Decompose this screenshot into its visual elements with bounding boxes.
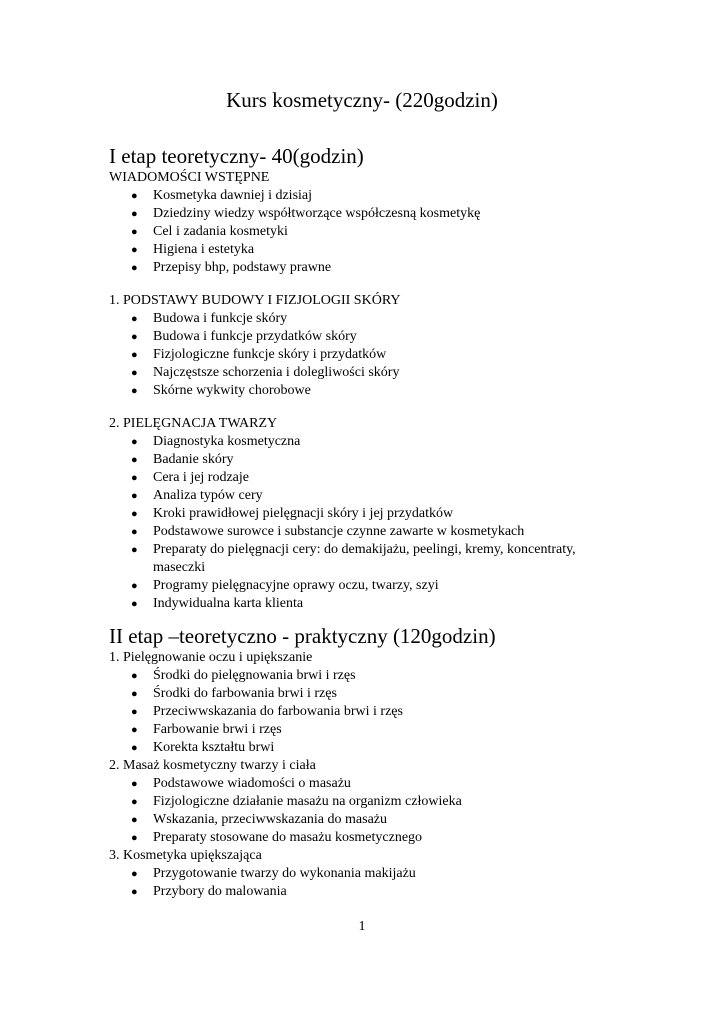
bullet-icon: ●	[131, 436, 138, 448]
list-item: ● Korekta kształtu brwi	[131, 740, 275, 755]
bullet-icon: ●	[131, 580, 138, 592]
section-title: 1. PODSTAWY BUDOWY I FIZJOLOGII SKÓRY	[109, 293, 401, 308]
list-item: ● Budowa i funkcje skóry	[131, 311, 288, 326]
list-item: ● Przepisy bhp, podstawy prawne	[131, 260, 332, 275]
bullet-icon: ●	[131, 508, 138, 520]
section-intro	[109, 169, 629, 277]
bullet-icon: ●	[131, 868, 138, 880]
bullet-icon: ●	[131, 313, 138, 325]
bullet-icon: ●	[131, 490, 138, 502]
list-item: ● Kroki prawidłowej pielęgnacji skóry i jej przydatków	[131, 506, 454, 521]
list-item: ● Badanie skóry	[131, 452, 234, 467]
bullet-icon: ●	[131, 742, 138, 754]
bullet-icon: ●	[131, 349, 138, 361]
bullet-icon: ●	[131, 472, 138, 484]
list-item: ● Preparaty do pielęgnacji cery: do demakijażu, peelingi, kremy, koncentraty, maseczki	[131, 542, 576, 575]
bullet-list	[109, 433, 629, 613]
list-item: ● Środki do pielęgnowania brwi i rzęs	[131, 668, 356, 683]
bullet-icon: ●	[131, 262, 138, 274]
list-item: ● Środki do farbowania brwi i rzęs	[131, 686, 337, 701]
section-eye-care	[109, 649, 629, 757]
bullet-icon: ●	[131, 670, 138, 682]
list-item: ● Podstawowe wiadomości o masażu	[131, 776, 351, 791]
bullet-list	[109, 310, 629, 400]
bullet-list	[109, 865, 629, 901]
list-item: ● Podstawowe surowce i substancje czynne zawarte w kosmetykach	[131, 524, 525, 539]
bullet-icon: ●	[131, 688, 138, 700]
stage-1-title: I etap teoretyczny- 40(godzin)	[109, 144, 364, 168]
section-title: 1. Pielęgnowanie oczu i upiększanie	[109, 650, 313, 665]
bullet-icon: ●	[131, 706, 138, 718]
list-item: ● Przeciwwskazania do farbowania brwi i rzęs	[131, 704, 403, 719]
bullet-icon: ●	[131, 226, 138, 238]
list-item: ● Najczęstsze schorzenia i dolegliwości skóry	[131, 365, 400, 380]
list-item: ● Kosmetyka dawniej i dzisiaj	[131, 188, 313, 203]
section-title: 2. PIELĘGNACJA TWARZY	[109, 416, 278, 431]
list-item: ● Skórne wykwity chorobowe	[131, 383, 311, 398]
bullet-icon: ●	[131, 796, 138, 808]
bullet-icon: ●	[131, 190, 138, 202]
bullet-icon: ●	[131, 244, 138, 256]
list-item: ● Higiena i estetyka	[131, 242, 255, 257]
bullet-list	[109, 775, 629, 847]
list-item: ● Wskazania, przeciwwskazania do masażu	[131, 812, 387, 827]
list-item: ● Cel i zadania kosmetyki	[131, 224, 288, 239]
bullet-icon: ●	[131, 385, 138, 397]
list-item: ● Fizjologiczne funkcje skóry i przydatków	[131, 347, 387, 362]
stage-2-title: II etap –teoretyczno - praktyczny (120godzin)	[109, 624, 496, 648]
bullet-icon: ●	[131, 544, 138, 556]
bullet-icon: ●	[131, 526, 138, 538]
list-item: ● Programy pielęgnacyjne oprawy oczu, twarzy, szyi	[131, 578, 439, 593]
document-body	[109, 143, 629, 901]
page-number: 1	[358, 919, 366, 934]
list-item: ● Farbowanie brwi i rzęs	[131, 722, 282, 737]
section-title: WIADOMOŚCI WSTĘPNE	[109, 170, 270, 185]
list-item: ● Analiza typów cery	[131, 488, 263, 503]
bullet-icon: ●	[131, 724, 138, 736]
section-massage	[109, 757, 629, 847]
section-makeup	[109, 847, 629, 901]
bullet-icon: ●	[131, 886, 138, 898]
list-item: ● Preparaty stosowane do masażu kosmetycznego	[131, 830, 423, 845]
list-item: ● Indywidualna karta klienta	[131, 596, 304, 611]
bullet-icon: ●	[131, 367, 138, 379]
list-item: ● Cera i jej rodzaje	[131, 470, 250, 485]
bullet-icon: ●	[131, 814, 138, 826]
list-item: ● Fizjologiczne działanie masażu na organizm człowieka	[131, 794, 462, 809]
section-title: 3. Kosmetyka upiększająca	[109, 848, 262, 863]
bullet-icon: ●	[131, 208, 138, 220]
section-title: 2. Masaż kosmetyczny twarzy i ciała	[109, 758, 316, 773]
bullet-icon: ●	[131, 454, 138, 466]
section-skin-basics	[109, 292, 629, 400]
bullet-list	[109, 187, 629, 277]
bullet-icon: ●	[131, 331, 138, 343]
bullet-icon: ●	[131, 598, 138, 610]
bullet-icon: ●	[131, 778, 138, 790]
list-item: ● Przygotowanie twarzy do wykonania makijażu	[131, 866, 416, 881]
bullet-icon: ●	[131, 832, 138, 844]
bullet-list	[109, 667, 629, 757]
section-face-care	[109, 415, 629, 613]
list-item: ● Diagnostyka kosmetyczna	[131, 434, 301, 449]
list-item: ● Budowa i funkcje przydatków skóry	[131, 329, 357, 344]
list-item: ● Przybory do malowania	[131, 884, 287, 899]
document-title: Kurs kosmetyczny- (220godzin)	[226, 88, 498, 112]
list-item: ● Dziedziny wiedzy współtworzące współczesną kosmetykę	[131, 206, 481, 221]
